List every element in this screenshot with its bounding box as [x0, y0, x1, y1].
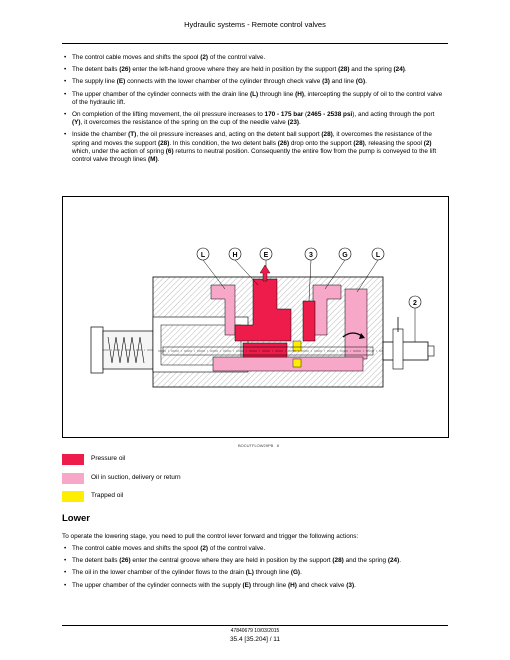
spring-housing	[91, 327, 153, 373]
list-item: • The detent balls (26) enter the left-hand groove where they are held in position by the support (28) and the spring (24).	[64, 66, 407, 74]
trapped-oil-swatch	[62, 491, 84, 502]
lower-bullet-list	[64, 545, 446, 594]
section-intro: To operate the lowering stage, you need to pull the control lever forward and trigger the following actions:	[62, 533, 359, 540]
valve-diagram-figure	[62, 196, 449, 438]
page-header: Hydraulic systems - Remote control valves	[184, 20, 326, 29]
section-title: Lower	[62, 513, 90, 524]
footer-page-number: 35.4 [35.204] / 11	[229, 636, 281, 643]
list-item: • The control cable moves and shifts the spool (2) of the control valve.	[64, 545, 266, 552]
list-item: • The supply line (E) connects with the lower chamber of the cylinder through check valve (3) and line (G).	[64, 78, 367, 86]
valve-cross-section	[63, 197, 448, 437]
list-item: • The detent balls (26) enter the central groove where they are held in position by the support (28) and the spring (24).	[64, 557, 402, 565]
list-item: • The upper chamber of the cylinder connects with the supply (E) through line (H) and check valve (3).	[64, 581, 356, 589]
svg-text:L: L	[375, 252, 381, 259]
pressure-oil-swatch	[62, 454, 84, 465]
svg-text:H: H	[232, 252, 238, 259]
footer-rule	[62, 625, 448, 626]
footer-doc-id: 47840679 10/03/2015	[230, 628, 280, 634]
svg-text:E: E	[263, 252, 269, 259]
list-item: • On completion of the lifting movement, the oil pressure increases to 170 - 175 bar (2465 - 2538 psi), and acting through the port (Y), it overcomes the resistance of the spring on the cup of the needle valve (23).	[64, 111, 435, 127]
svg-text:2: 2	[413, 300, 417, 307]
list-item: • Inside the chamber (T), the oil pressure increases and, acting on the detent ball support (28), it overcomes the resistance of the spring and moves the support (28). In this condition, the two detent balls (26) drop onto the support (28), releasing the spool (2) which, under the action of spring (6) returns to neutral position. Consequently the entire flow from the pump is conveyed to the lift control valve through lines (M).	[64, 131, 437, 164]
list-item: • The upper chamber of the cylinder connects with the drain line (L) through line (H), intercepting the supply of oil to the control valve of the hydraulic lift.	[64, 90, 443, 106]
svg-text:3: 3	[309, 252, 313, 259]
callout-label	[260, 248, 272, 267]
list-item: • The control cable moves and shifts the spool (2) of the control valve.	[64, 54, 266, 61]
figure-caption: BOCUTFLOW29PB 8	[238, 443, 279, 448]
svg-text:L: L	[200, 252, 206, 259]
list-item: • The oil in the lower chamber of the cylinder flows to the drain (L) through line (G).	[64, 569, 302, 577]
svg-text:G: G	[342, 252, 348, 259]
operation-bullet-list	[64, 54, 446, 168]
callout-label	[409, 296, 421, 342]
suction-oil-swatch	[62, 473, 84, 484]
header-rule	[62, 43, 448, 44]
